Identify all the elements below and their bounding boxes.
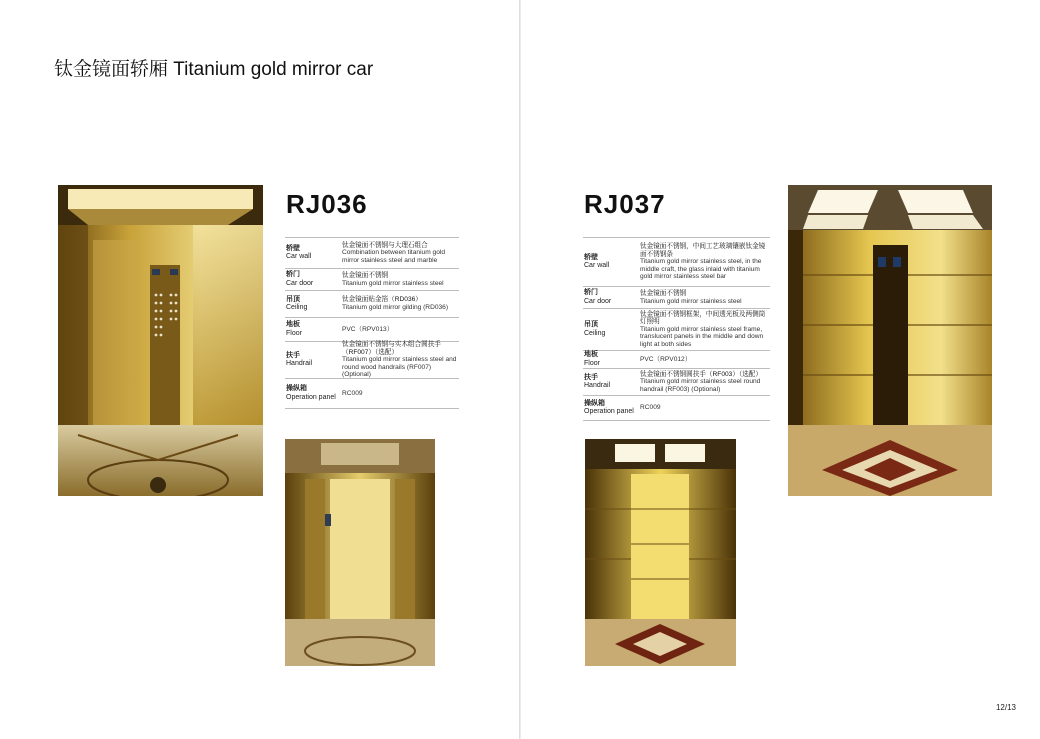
spec-label-en: Operation panel bbox=[584, 408, 634, 415]
spec-label-zh: 扶手 bbox=[584, 373, 598, 381]
spec-label-zh: 吊顶 bbox=[584, 321, 598, 328]
spec-label-zh: 操纵箱 bbox=[286, 385, 307, 392]
table-row bbox=[583, 396, 770, 421]
spec-value-en: Titanium gold mirror stainless steel round handrail (RF003) (Optional) bbox=[640, 378, 761, 393]
table-row bbox=[583, 369, 770, 396]
rj036-secondary-photo bbox=[285, 439, 435, 666]
spec-label-zh: 地板 bbox=[584, 351, 598, 358]
spec-label-en: Floor bbox=[286, 329, 302, 337]
spec-value-en: Titanium gold mirror stainless steel and round wood handrails (RF007) (Optional) bbox=[342, 356, 457, 379]
page-number: 12/13 bbox=[995, 703, 1016, 712]
spec-value-zh: 钛金镜面不锈钢 bbox=[640, 289, 687, 297]
page-title: 钛金镜面轿厢 Titanium gold mirror car bbox=[54, 59, 374, 80]
table-row bbox=[583, 238, 770, 287]
rj036-model-code: RJ036 bbox=[286, 189, 368, 219]
spec-label-zh: 扶手 bbox=[286, 351, 300, 359]
table-row bbox=[583, 309, 770, 351]
rj037-model-code: RJ037 bbox=[584, 189, 666, 219]
spec-value-zh: 钛金镜面不锈钢圆扶手（RF003）（选配） bbox=[640, 370, 762, 378]
spec-value-en: Titanium gold mirror stainless steel bbox=[640, 297, 742, 305]
spec-value-en: RC009 bbox=[342, 389, 363, 397]
spec-label-en: Car door bbox=[286, 279, 314, 287]
spec-label-zh: 轿门 bbox=[286, 271, 300, 278]
rj036-spec-table bbox=[285, 237, 459, 409]
spec-label-zh: 吊顶 bbox=[286, 295, 300, 303]
spec-value-en: Titanium gold mirror stainless steel bbox=[342, 279, 444, 287]
spec-label-en: Ceiling bbox=[286, 304, 308, 311]
spec-value-zh: 钛金镜面不锈钢与大理石组合 bbox=[342, 241, 428, 249]
spec-value-zh: 钛金镜面不锈钢与实木组合圆扶手（RF007）（选配） bbox=[342, 341, 441, 356]
rj037-secondary-photo bbox=[585, 439, 736, 666]
spec-value-en: PVC（RPV012） bbox=[640, 355, 692, 363]
spec-label-zh: 轿壁 bbox=[584, 253, 598, 261]
spec-label-zh: 操纵箱 bbox=[584, 399, 605, 407]
spec-value-zh: 钛金镜面不锈钢 bbox=[342, 271, 389, 279]
rj037-main-photo bbox=[788, 185, 992, 496]
rj037-spec-table bbox=[583, 237, 770, 421]
table-row bbox=[583, 351, 770, 369]
table-row bbox=[285, 238, 459, 269]
spec-value-en: PVC（RPV013） bbox=[342, 325, 394, 333]
spec-value-zh: 钛金镜面不锈钢，中间工艺玻璃镶嵌钛金镜面不锈钢条 bbox=[640, 243, 766, 258]
spec-label-zh: 轿壁 bbox=[286, 244, 300, 252]
spec-value-en: RC009 bbox=[640, 404, 661, 412]
table-row bbox=[583, 287, 770, 309]
spec-label-en: Car wall bbox=[584, 262, 610, 269]
spec-label-en: Operation panel bbox=[286, 393, 336, 401]
spec-value-en: Titanium gold mirror gilding (RD036) bbox=[342, 304, 449, 311]
rj036-main-photo bbox=[58, 185, 263, 496]
spec-label-en: Handrail bbox=[584, 382, 611, 389]
spec-label-en: Floor bbox=[584, 359, 600, 367]
spec-label-en: Car door bbox=[584, 297, 612, 305]
table-row bbox=[285, 269, 459, 291]
spec-value-zh: 钛金镜面贴金箔（RD036） bbox=[342, 296, 422, 304]
spec-label-en: Handrail bbox=[286, 360, 313, 367]
table-row bbox=[285, 291, 459, 318]
spec-label-en: Ceiling bbox=[584, 329, 606, 337]
table-row bbox=[285, 342, 459, 379]
spec-value-en: Titanium gold mirror stainless steel frame, translucent panels in the middle and down light at both sides bbox=[640, 325, 764, 348]
spec-value-zh: 钛金镜面不锈钢框架，中间透光板及两侧筒灯照明 bbox=[640, 310, 766, 326]
spec-label-zh: 地板 bbox=[286, 321, 300, 328]
spec-value-en: Titanium gold mirror stainless steel, in the middle craft, the glass inlaid with titanium gold mirror stainless steel bar bbox=[640, 258, 762, 281]
table-row bbox=[285, 379, 459, 409]
spec-value-en: Combination between titanium gold mirror stainless steel and marble bbox=[342, 249, 445, 264]
spec-label-zh: 轿门 bbox=[584, 289, 598, 296]
spec-label-en: Car wall bbox=[286, 253, 312, 260]
